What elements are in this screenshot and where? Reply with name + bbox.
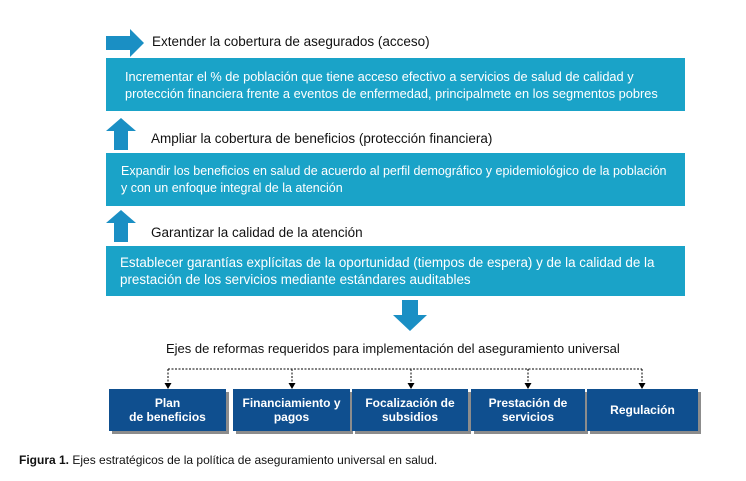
section-2-line-2: y con un enfoque integral de la atención	[121, 180, 343, 195]
section-2-heading: Ampliar la cobertura de beneficios (protección financiera)	[151, 131, 493, 146]
axis-box-line-1: Plan	[154, 396, 181, 410]
axis-box-line-2: de beneficios	[129, 410, 206, 424]
section-2-line-1: Expandir los beneficios en salud de acuerdo al perfil demográfico y epidemiológico de la población	[121, 163, 667, 178]
section-1-line-2: protección financiera frente a eventos de enfermedad, principalmete en los segmentos pobres	[125, 85, 658, 101]
axis-box-line-1: Focalización de	[365, 396, 455, 410]
figure-caption	[19, 453, 437, 467]
section-1-heading: Extender la cobertura de asegurados (acceso)	[152, 34, 430, 49]
section-3-line-2: prestación de los servicios mediante estándares auditables	[120, 272, 471, 287]
axis-box-line-1: Prestación de	[488, 396, 568, 410]
section-1-line-1: Incrementar el % de población que tiene acceso efectivo a servicios de salud de calidad y	[125, 68, 634, 84]
figure-caption-label: Figura 1.	[19, 453, 70, 467]
section-3-line-1: Establecer garantías explícitas de la oportunidad (tiempos de espera) y de la calidad de la	[120, 255, 655, 270]
axis-box-prestacion	[471, 389, 585, 431]
axis-box-focalizacion	[352, 389, 468, 431]
figure-caption-text: Ejes estratégicos de la política de aseguramiento universal en salud.	[72, 453, 438, 467]
axis-box-plan-beneficios	[109, 389, 226, 431]
axis-box-regulacion	[587, 389, 698, 431]
axis-box-line-1: Regulación	[610, 403, 675, 417]
reform-heading: Ejes de reformas requeridos para implementación del aseguramiento universal	[166, 341, 620, 356]
axis-box-line-1: Financiamiento y	[242, 396, 341, 410]
axis-box-line-2: subsidios	[381, 410, 438, 424]
axis-box-line-2: pagos	[273, 410, 310, 424]
axis-box-financiamiento	[233, 389, 350, 431]
axis-box-line-2: servicios	[501, 410, 555, 424]
section-3-heading: Garantizar la calidad de la atención	[151, 225, 363, 240]
